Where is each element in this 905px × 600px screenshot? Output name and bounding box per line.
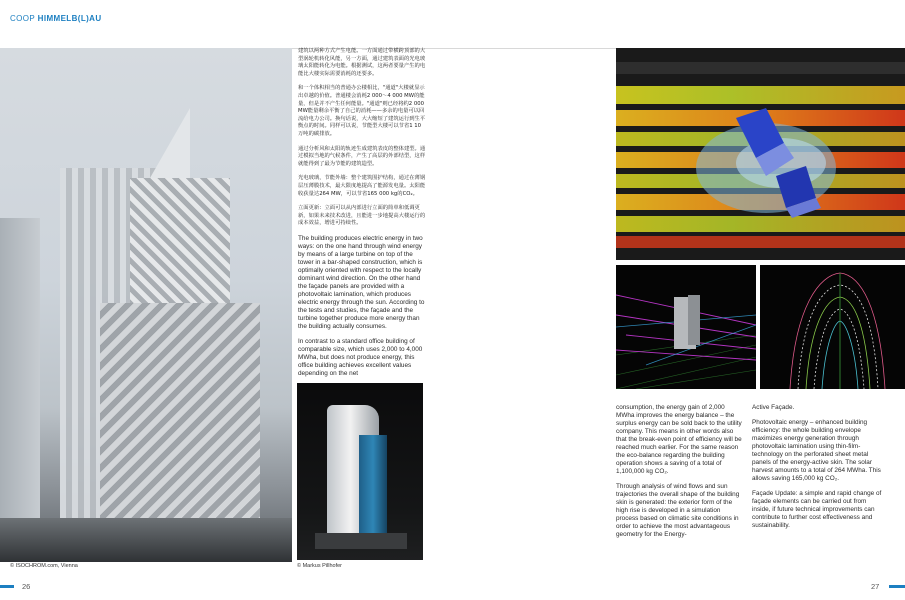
footer-accent-right xyxy=(889,585,905,588)
model-photo-credit: © Markus Pillhofer xyxy=(297,563,343,569)
brand-light: COOP xyxy=(10,14,38,23)
text-column-3 xyxy=(752,404,885,537)
building-photo xyxy=(0,48,292,562)
model-glass-tower xyxy=(359,435,387,545)
paragraph: Active Façade. xyxy=(752,404,795,411)
chinese-paragraph: 建筑以两种方式产生电能。一方面通过带横跨顶部的大型涡轮机转化风能，另一方面，通过建筑表面的光电玻璃太阳能转化为电能。根据测试，这两者要量产生的电能比大楼实际需要消耗的还要多。 xyxy=(298,48,426,77)
neighbor-building xyxy=(0,218,40,518)
tower-base xyxy=(100,303,260,533)
english-paragraph: The building produces electric energy in two ways: on the one hand through wind energy by means of a large turbine on top of the tower in a bar-shaped construction, which is optimally oriented with respect to the locally dominant wind direction. On the other hand the façade panels are provided with a photovoltaic lamination, which produces electric energy through the sun. According to the tests and studies, the façade and the turbine together produce more energy than the building actually consumes. xyxy=(298,234,425,330)
page-number-left: 26 xyxy=(22,582,31,591)
main-photo-credit: © ISOCHROM.com, Vienna xyxy=(10,563,78,569)
chinese-paragraph: 光电玻璃，节能外墙：整个建筑围护结构，通过在薄钢层压薄膜技术，最大限度地提高了能源发电量。太阳能收获量达264 MW，可以节省165 000 kg的CO₂。 xyxy=(298,175,426,197)
airflow-simulation-image xyxy=(616,265,756,389)
brand-bold: HIMMELB(L)AU xyxy=(37,14,102,23)
chinese-paragraph: 立面更新：立面可以从内部进行立面的简单和低调更新，如果未来技术改进，且能进一步地提高大楼运行的成本效益，增进可持续性。 xyxy=(298,205,426,227)
text-column-1 xyxy=(298,48,426,385)
airflow-graphic xyxy=(616,265,756,389)
sun-trajectory-graphic xyxy=(760,265,905,389)
chinese-paragraph: 和一个体积相当的普通办公楼相比，"通道"大楼就显示出卓越的价值。普通楼会消耗2 000～4 000 MW的能量，但是并不产生任何能量。"通道"则已经将约2 000 MW能量剩余平衡了自己的消耗——多余的电量可以回流给电力公司。换句话说，大大缩短了建筑运行到生平衡点的时间。同样可以说，节能型大楼可以节省1 10万吨的碳排放。 xyxy=(298,85,426,137)
street-plaza xyxy=(0,518,292,562)
wind-flow-graphic xyxy=(616,48,905,260)
footer-accent-left xyxy=(0,585,14,588)
chinese-paragraph: 通过分析风和太阳的轨迹生成建筑表皮的整体建型。通过模拟当地的气候条件，产生了高层的外部结型，这样就能得到了最为节能的建筑造型。 xyxy=(298,145,426,167)
sun-trajectory-simulation-image xyxy=(760,265,905,389)
model-photo xyxy=(297,383,423,560)
page-number-right: 27 xyxy=(871,582,880,591)
paragraph: consumption, the energy gain of 2,000 MWha improves the energy balance – the surplus energy can be sold back to the utility company. This means in other words also that the break-even point of efficiency will be reached much earlier. For the same reason the eco-balance regarding the building operation shows a saving of a total of 1,100,000 kg CO₂. xyxy=(616,404,742,475)
brand-header xyxy=(10,14,102,23)
paragraph: Façade Update: a simple and rapid change of façade elements can be carried out from inside, if future technical improvements can contribute to further cost effectiveness and sustainability. xyxy=(752,490,882,529)
wind-simulation-image xyxy=(616,48,905,260)
text-column-2 xyxy=(616,404,744,546)
tower-spire xyxy=(150,108,190,178)
model-base xyxy=(315,533,407,549)
paragraph: Photovoltaic energy – enhanced building efficiency: the whole building envelope maximizes energy generation through photovoltaic lamination using thin-film-technology on the perforated sheet metal panels of the energy-active skin. The solar harvest amounts to a total of 264 MWha. This allows saving 165,000 kg CO₂. xyxy=(752,419,881,482)
paragraph: Through analysis of wind flows and sun trajectories the overall shape of the building skin is generated: the exterior form of the high rise is developed in a simulation process based on climatic site conditions in order to achieve the most advantageous geometry for the Energy- xyxy=(616,483,740,538)
english-paragraph: In contrast to a standard office building of comparable size, which uses 2,000 to 4,000 MWha, but does not produce energy, this office building achieves excellent values depending on the net xyxy=(298,337,423,377)
